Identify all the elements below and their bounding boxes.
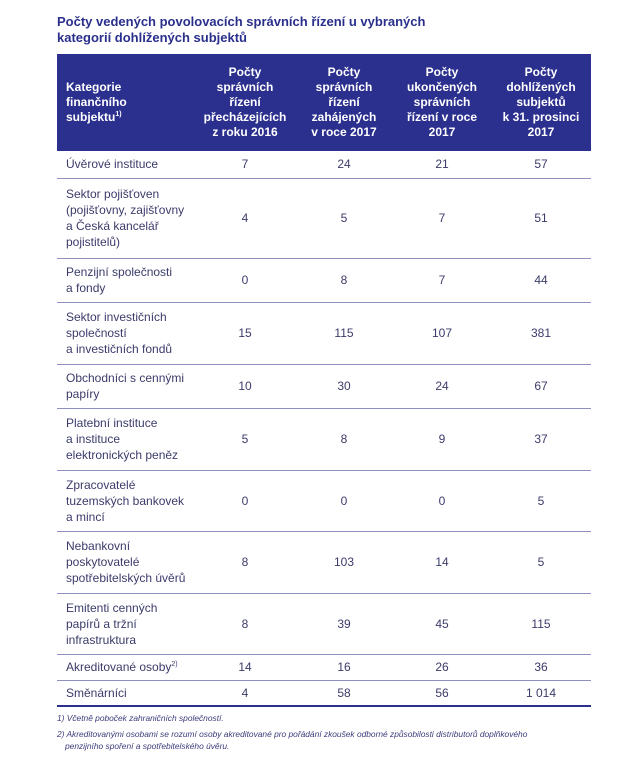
row-category: [57, 470, 195, 531]
row-category-line: elektronických peněz: [66, 448, 179, 462]
column-header-line: řízení: [328, 95, 360, 109]
table-row: [57, 680, 591, 706]
column-header-line: ukončených: [406, 80, 478, 94]
column-header-line: přecházejících: [203, 110, 287, 124]
row-category-line: spotřebitelských úvěrů: [66, 571, 186, 585]
table-cell-value: 103: [333, 555, 355, 569]
table-row: [57, 151, 591, 178]
row-category-line: a instituce: [66, 432, 121, 446]
row-category-line: poskytovatelé: [66, 555, 140, 569]
table-title-line-2: kategorií dohlížených subjektů: [57, 30, 247, 45]
table-cell-value: 7: [438, 273, 446, 287]
table-row: [57, 593, 591, 654]
column-header-line: správních: [216, 80, 274, 94]
table-cell-value: 5: [537, 493, 545, 508]
table-cell-value: 57: [534, 157, 548, 172]
column-header-line: [66, 110, 191, 125]
column-header-line: správních: [315, 80, 373, 94]
table-row: [57, 470, 591, 531]
column-header-line: finančního: [66, 95, 127, 109]
footnotes: [57, 712, 597, 756]
row-category-line: a mincí: [66, 509, 105, 524]
column-header-3: [393, 54, 491, 151]
table-cell-value: 8: [340, 432, 348, 446]
table-cell-value: 8: [241, 555, 249, 569]
table-cell-value: 58: [337, 685, 351, 700]
footnote-2: [57, 728, 597, 752]
table-row: [57, 178, 591, 258]
row-category: [57, 531, 195, 593]
column-header-line: zahájených: [311, 110, 377, 124]
column-header-line: subjektů: [516, 95, 566, 109]
row-category: [57, 178, 195, 258]
table-cell-value: 7: [438, 211, 446, 225]
row-category-text: Akreditované osoby: [66, 660, 172, 674]
table-cell-value: 30: [337, 379, 351, 393]
row-category-line: společností: [66, 326, 127, 340]
table-cell-value: 44: [534, 273, 548, 287]
row-category-line: Úvěrové instituce: [66, 157, 159, 172]
row-category-line: Zpracovatelé: [66, 477, 136, 492]
column-header-line: řízení: [229, 95, 261, 109]
column-header-line: z roku 2016: [212, 125, 278, 139]
table-cell-value: 39: [337, 616, 351, 631]
table-cell-value: 10: [238, 379, 252, 393]
header-row: [57, 54, 591, 151]
table-body: [57, 151, 591, 706]
table-title: [57, 14, 597, 46]
row-category-line: Emitenti cenných: [66, 600, 158, 615]
table-cell-value: 4: [241, 685, 249, 700]
table-cell-value: 14: [435, 555, 449, 569]
row-category-line: Penzijní společnosti: [66, 265, 173, 279]
row-category-line: pojistitelů): [66, 235, 121, 249]
table-cell-value: 8: [241, 616, 249, 631]
row-category-line: [66, 659, 191, 675]
column-header-line: správních: [413, 95, 471, 109]
table-cell-value: 115: [531, 616, 551, 631]
table-cell-value: 24: [337, 157, 351, 172]
table-cell-value: 24: [435, 379, 449, 393]
column-header-line: Počty: [228, 65, 262, 79]
row-category: [57, 258, 195, 302]
table-cell-value: 37: [534, 432, 548, 446]
table-cell-value: 8: [340, 273, 348, 287]
table-row: [57, 302, 591, 364]
row-category: [57, 680, 195, 706]
table-row: [57, 531, 591, 593]
column-header-0: [57, 54, 195, 151]
footnote-marker: 2): [171, 661, 178, 668]
table-row: [57, 258, 591, 302]
table-cell-value: 51: [534, 211, 548, 225]
row-category: [57, 302, 195, 364]
row-category-line: (pojišťovny, zajišťovny: [66, 203, 185, 217]
table-cell-value: 67: [534, 379, 548, 393]
table-row: [57, 364, 591, 408]
table-cell-value: 56: [435, 685, 449, 700]
column-header-line: Počty: [425, 65, 459, 79]
row-category-line: papíry: [66, 387, 100, 401]
row-category-line: Sektor investičních: [66, 310, 167, 324]
table-row: [57, 654, 591, 680]
row-category: [57, 593, 195, 654]
column-header-2: [295, 54, 393, 151]
table-cell-value: 107: [431, 326, 453, 340]
row-category-line: Nebankovní: [66, 539, 131, 553]
column-header-4: [491, 54, 591, 151]
table-cell-value: 26: [435, 660, 449, 674]
row-category: [57, 408, 195, 470]
column-header-text: subjektu: [66, 110, 116, 124]
table-cell-value: 15: [238, 326, 252, 340]
column-header-line: k 31. prosinci: [502, 110, 580, 124]
row-category-line: Sektor pojišťoven: [66, 187, 160, 201]
table-row: [57, 408, 591, 470]
table-cell-value: 5: [537, 555, 545, 569]
table-cell-value: 0: [241, 493, 249, 508]
table-cell-value: 0: [241, 273, 249, 287]
table-cell-value: 0: [340, 493, 348, 508]
row-category-line: a fondy: [66, 281, 106, 295]
footnote-1: 1) Včetně poboček zahraničních společností.: [57, 713, 224, 723]
column-header-line: dohlížených: [506, 80, 576, 94]
table-cell-value: 1 014: [525, 685, 557, 700]
column-header-line: Počty: [327, 65, 361, 79]
row-category-line: Platební instituce: [66, 416, 158, 430]
table-cell-value: 4: [241, 211, 249, 225]
table-cell-value: 36: [534, 660, 548, 674]
table-cell-value: 21: [435, 157, 449, 172]
column-header-line: v roce 2017: [311, 125, 377, 139]
table-cell-value: 0: [438, 493, 446, 508]
table-cell-value: 5: [340, 211, 348, 225]
row-category-line: Obchodníci s cennými: [66, 371, 185, 385]
table-cell-value: 9: [438, 432, 446, 446]
row-category: [57, 364, 195, 408]
column-header-line: Kategorie: [66, 80, 122, 94]
row-category-line: a Česká kancelář: [66, 219, 159, 233]
table-cell-value: 7: [241, 157, 249, 172]
column-header-1: [195, 54, 295, 151]
table-cell-value: 5: [241, 432, 249, 446]
table-cell-value: 45: [435, 616, 449, 631]
column-header-line: 2017: [428, 125, 456, 139]
column-header-line: řízení v roce: [406, 110, 478, 124]
row-category-line: infrastruktura: [66, 632, 137, 647]
column-header-line: 2017: [527, 125, 555, 139]
row-category-line: tuzemských bankovek: [66, 493, 185, 508]
table-header: [57, 54, 591, 151]
row-category: [57, 151, 195, 178]
table-cell-value: 115: [334, 326, 354, 340]
table-title-line-1: Počty vedených povolovacích správních řízení u vybraných: [57, 14, 426, 29]
row-category: [57, 654, 195, 680]
footnote-2-line-2: penzijního spoření a spotřebitelského úvěru.: [65, 741, 230, 751]
table-cell-value: 14: [238, 660, 252, 674]
footnote-marker: 1): [115, 111, 122, 118]
row-category-line: a investičních fondů: [66, 342, 173, 356]
table-cell-value: 16: [337, 660, 351, 674]
row-category-line: Směnárníci: [66, 685, 127, 700]
row-category-line: papírů a tržní: [66, 616, 137, 631]
footnote-2-line-1: 2) Akreditovanými osobami se rozumí osoby akreditované pro pořádání zkoušek odborné způsobilosti distributorů doplňkového: [57, 729, 528, 739]
column-header-line: Počty: [524, 65, 558, 79]
data-table: [57, 54, 591, 707]
table-cell-value: 381: [530, 326, 552, 340]
